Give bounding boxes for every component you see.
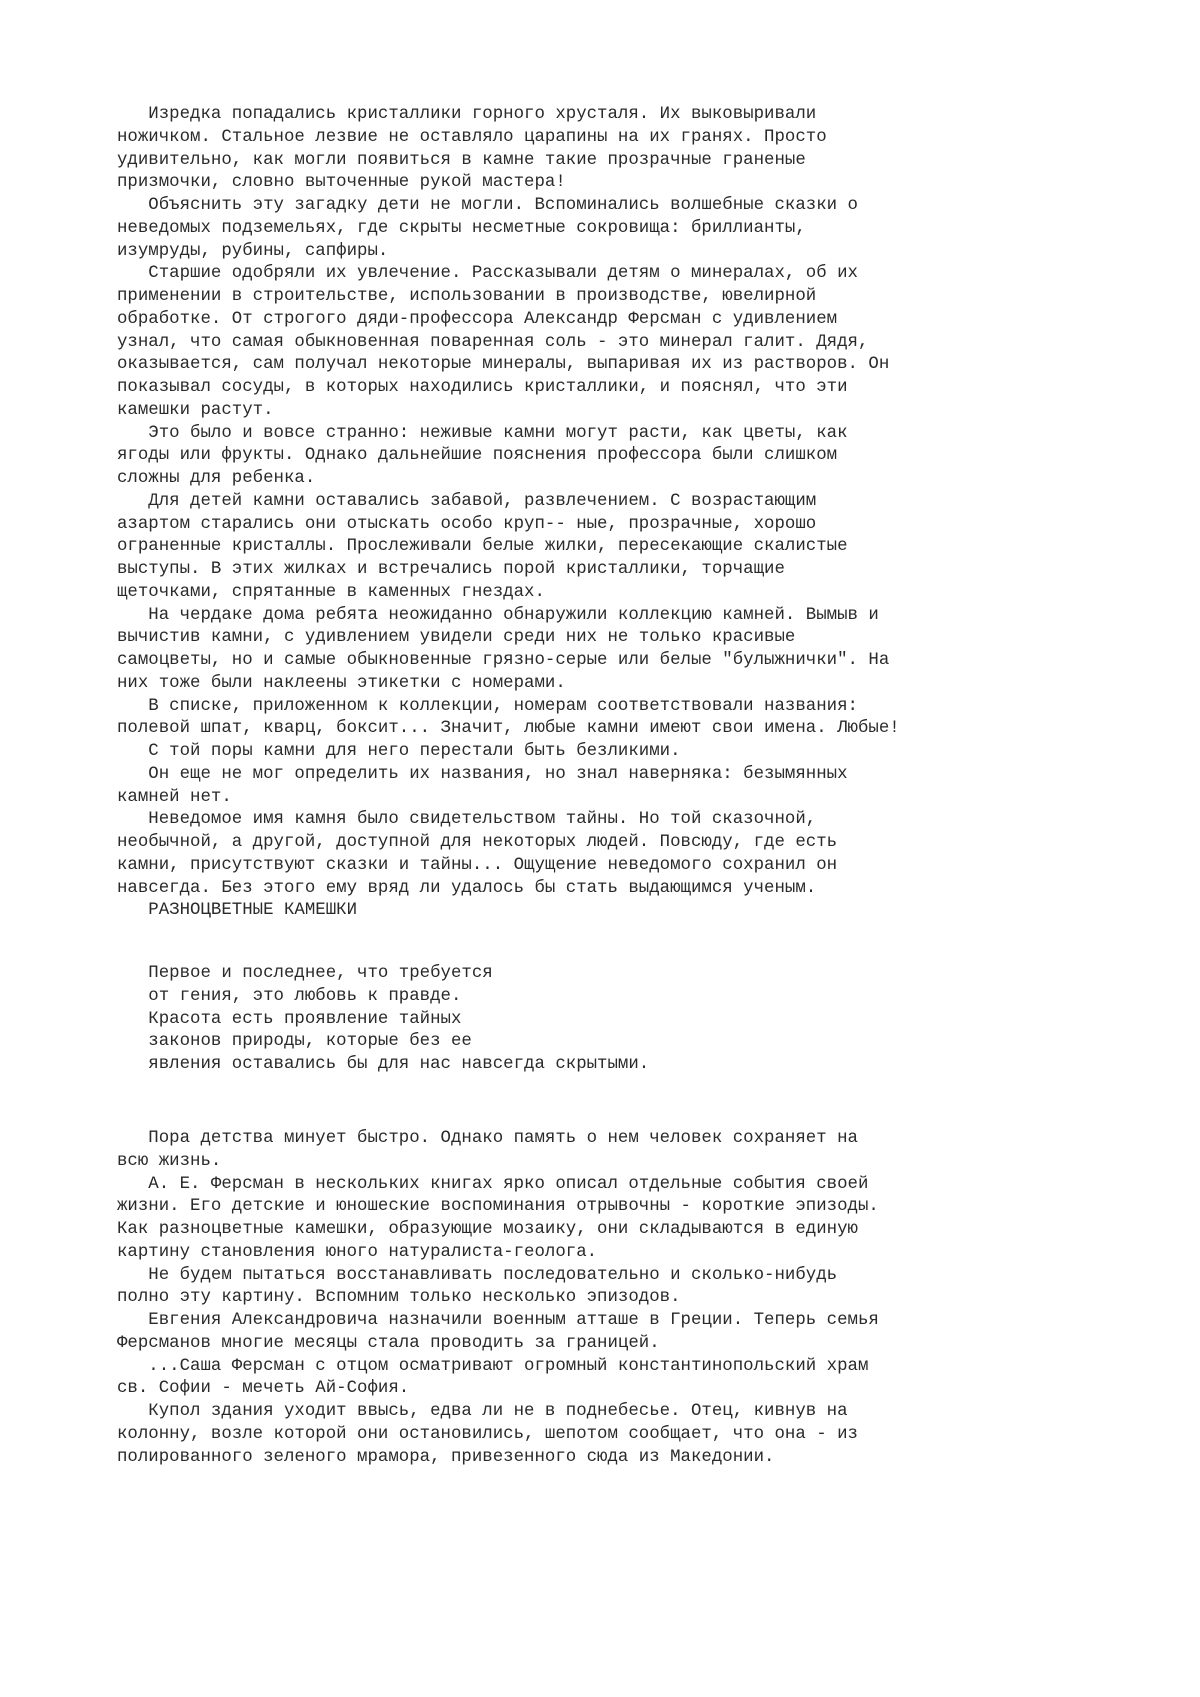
text-line: применении в строительстве, использовании в производстве, ювелирной (117, 287, 817, 306)
text-line: азартом старались они отыскать особо круп-- ные, прозрачные, хорошо (117, 514, 817, 534)
text-line: показывал сосуды, в которых находились кристаллики, и пояснял, что эти (117, 378, 848, 397)
text-line: явления оставались бы для нас навсегда скрытыми. (117, 1055, 650, 1074)
text-line: Пора детства минует быстро. Однако память о нем человек сохраняет на (117, 1129, 858, 1148)
chapter-heading (117, 900, 357, 923)
text-line: законов природы, которые без ее (117, 1032, 472, 1052)
text-line: навсегда. Без этого ему вряд ли удалось бы стать выдающимся ученым. (117, 878, 817, 898)
text-line: Для детей камни оставались забавой, развлечением. С возрастающим (117, 491, 817, 511)
text-line: сложны для ребенка. (117, 469, 316, 488)
text-line: от гения, это любовь к правде. (117, 986, 462, 1006)
text-line: С той поры камни для него перестали быть безликими. (117, 742, 681, 761)
text-line: Купол здания уходит ввысь, едва ли не в поднебесье. Отец, кивнув на (117, 1402, 848, 1421)
text-line: Неведомое имя камня было свидетельством тайны. Но той сказочной, (117, 810, 817, 830)
text-line: камней нет. (117, 787, 232, 807)
text-line: Изредка попадались кристаллики горного хрусталя. Их выковыривали (117, 105, 817, 124)
text-line: Объяснить эту загадку дети не могли. Вспоминались волшебные сказки о (117, 196, 858, 215)
text-line: камешки растут. (117, 400, 274, 420)
text-line: изумруды, рубины, сапфиры. (117, 241, 389, 261)
text-line: В списке, приложенном к коллекции, номерам соответствовали названия: (117, 696, 858, 716)
text-line: картину становления юного натуралиста-геолога. (117, 1242, 598, 1262)
text-line: Красота есть проявление тайных (117, 1009, 462, 1029)
text-line: Первое и последнее, что требуется (117, 964, 493, 983)
text-line: щеточками, спрятанные в каменных гнездах. (117, 582, 545, 602)
text-line: А. Е. Ферсман в нескольких книгах ярко описал отдельные события своей (117, 1174, 869, 1194)
text-line: узнал, что самая обыкновенная поваренная соль - это минерал галит. Дядя, (117, 332, 869, 352)
text-line: полно эту картину. Вспомним только несколько эпизодов. (117, 1288, 681, 1308)
text-line: На чердаке дома ребята неожиданно обнаружили коллекцию камней. Вымыв и (117, 605, 879, 625)
text-line: всю жизнь. (117, 1151, 222, 1171)
text-line: обработке. От строгого дяди-профессора Александр Ферсман с удивлением (117, 309, 838, 329)
text-line: необычной, а другой, доступной для некоторых людей. Повсюду, где есть (117, 833, 838, 852)
heading-text: РАЗНОЦВЕТНЫЕ КАМЕШКИ (117, 901, 358, 920)
text-line: Не будем пытаться восстанавливать последовательно и сколько-нибудь (117, 1265, 838, 1285)
text-line: Ферсманов многие месяцы стала проводить за границей. (117, 1333, 660, 1353)
text-line: призмочки, словно выточенные рукой мастера! (117, 173, 566, 193)
text-line: колонну, возле которой они остановились, шепотом сообщает, что она - из (117, 1424, 858, 1444)
text-line: неведомых подземельях, где скрыты несметные сокровища: бриллианты, (117, 218, 806, 238)
text-line: полированного зеленого мрамора, привезенного сюда из Македонии. (117, 1447, 775, 1467)
text-line: них тоже были наклеены этикетки с номерами. (117, 673, 566, 693)
text-section-childhood (117, 1128, 879, 1469)
text-line: Он еще не мог определить их названия, но знал наверняка: безымянных (117, 764, 848, 784)
text-line: ...Саша Ферсман с отцом осматривают огромный константинопольский храм (117, 1356, 869, 1376)
text-line: Это было и вовсе странно: неживые камни могут расти, как цветы, как (117, 423, 848, 443)
text-line: удивительно, как могли появиться в камне такие прозрачные граненые (117, 150, 806, 170)
text-line: вычистив камни, с удивлением увидели среди них не только красивые (117, 628, 796, 648)
text-line: самоцветы, но и самые обыкновенные грязно-серые или белые "булыжнички". На (117, 651, 890, 670)
text-line: Старшие одобряли их увлечение. Рассказывали детям о минералах, об их (117, 264, 858, 284)
text-line: выступы. В этих жилках и встречались порой кристаллики, торчащие (117, 560, 785, 579)
text-line: полевой шпат, кварц, боксит... Значит, любые камни имеют свои имена. Любые! (117, 719, 900, 739)
text-line: Как разноцветные камешки, образующие мозаику, они складываются в единую (117, 1220, 858, 1239)
text-line: ягоды или фрукты. Однако дальнейшие пояснения профессора были слишком (117, 446, 838, 466)
text-section-crystals (117, 104, 900, 900)
text-line: св. Софии - мечеть Ай-София. (117, 1379, 410, 1399)
text-line: камни, присутствуют сказки и тайны... Ощущение неведомого сохранил он (117, 855, 838, 875)
text-line: ограненные кристаллы. Прослеживали белые жилки, пересекающие скалистые (117, 537, 848, 557)
text-line: ножичком. Стальное лезвие не оставляло царапины на их гранях. Просто (117, 127, 827, 147)
text-line: жизни. Его детские и юношеские воспоминания отрывочны - короткие эпизоды. (117, 1197, 879, 1217)
epigraph (117, 963, 649, 1077)
text-line: Евгения Александровича назначили военным атташе в Греции. Теперь семья (117, 1311, 879, 1330)
text-line: оказывается, сам получал некоторые минералы, выпаривая их из растворов. Он (117, 355, 890, 375)
